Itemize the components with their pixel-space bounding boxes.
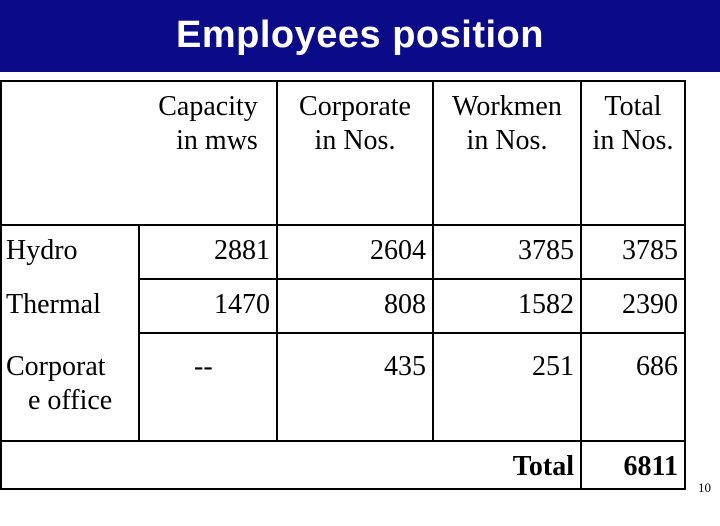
header-workmen-line1: Workmen [452, 91, 562, 122]
row-label-corporate-office-line2: e office [28, 385, 113, 416]
cell-corporate-office-corporate: 435 [384, 351, 426, 382]
divider-h3 [138, 332, 686, 334]
header-capacity [140, 90, 276, 158]
grand-total-label: Total [512, 451, 574, 482]
title-bar [0, 0, 720, 72]
header-total [582, 90, 684, 158]
header-workmen-line2: in Nos. [466, 125, 548, 156]
header-corporate [278, 90, 432, 158]
cell-hydro-corporate: 2604 [370, 235, 426, 266]
cell-thermal-capacity: 1470 [214, 289, 270, 320]
cell-corporate-office-total: 686 [636, 351, 678, 382]
cell-hydro-total: 3785 [622, 235, 678, 266]
header-corporate-line2: in Nos. [314, 125, 396, 156]
grand-total-value: 6811 [623, 451, 678, 482]
header-capacity-line1: Capacity [158, 91, 258, 122]
cell-thermal-corporate: 808 [384, 289, 426, 320]
employees-table [0, 80, 686, 490]
header-capacity-line2: in mws [176, 125, 258, 156]
page-number: 10 [698, 480, 711, 495]
table-border-bottom [0, 488, 686, 490]
row-label-corporate-office [6, 350, 112, 418]
header-corporate-line1: Corporate [299, 91, 411, 122]
header-workmen [434, 90, 580, 158]
cell-thermal-workmen: 1582 [518, 289, 574, 320]
page-title: Employees position [176, 13, 544, 56]
table-border-top [0, 80, 686, 82]
header-total-line2: in Nos. [592, 125, 674, 156]
header-total-line1: Total [604, 91, 662, 122]
cell-hydro-workmen: 3785 [518, 235, 574, 266]
row-label-thermal: Thermal [6, 289, 101, 320]
row-label-corporate-office-line1: Corporat [6, 351, 106, 382]
row-label-hydro: Hydro [6, 235, 78, 266]
divider-h4 [0, 440, 686, 442]
table-border-right [684, 80, 686, 490]
cell-thermal-total: 2390 [622, 289, 678, 320]
table-border-left [0, 80, 2, 490]
cell-corporate-office-workmen: 251 [532, 351, 574, 382]
divider-h2 [138, 278, 686, 280]
divider-h1 [0, 224, 686, 226]
cell-corporate-office-capacity: -- [194, 351, 213, 382]
cell-hydro-capacity: 2881 [214, 235, 270, 266]
